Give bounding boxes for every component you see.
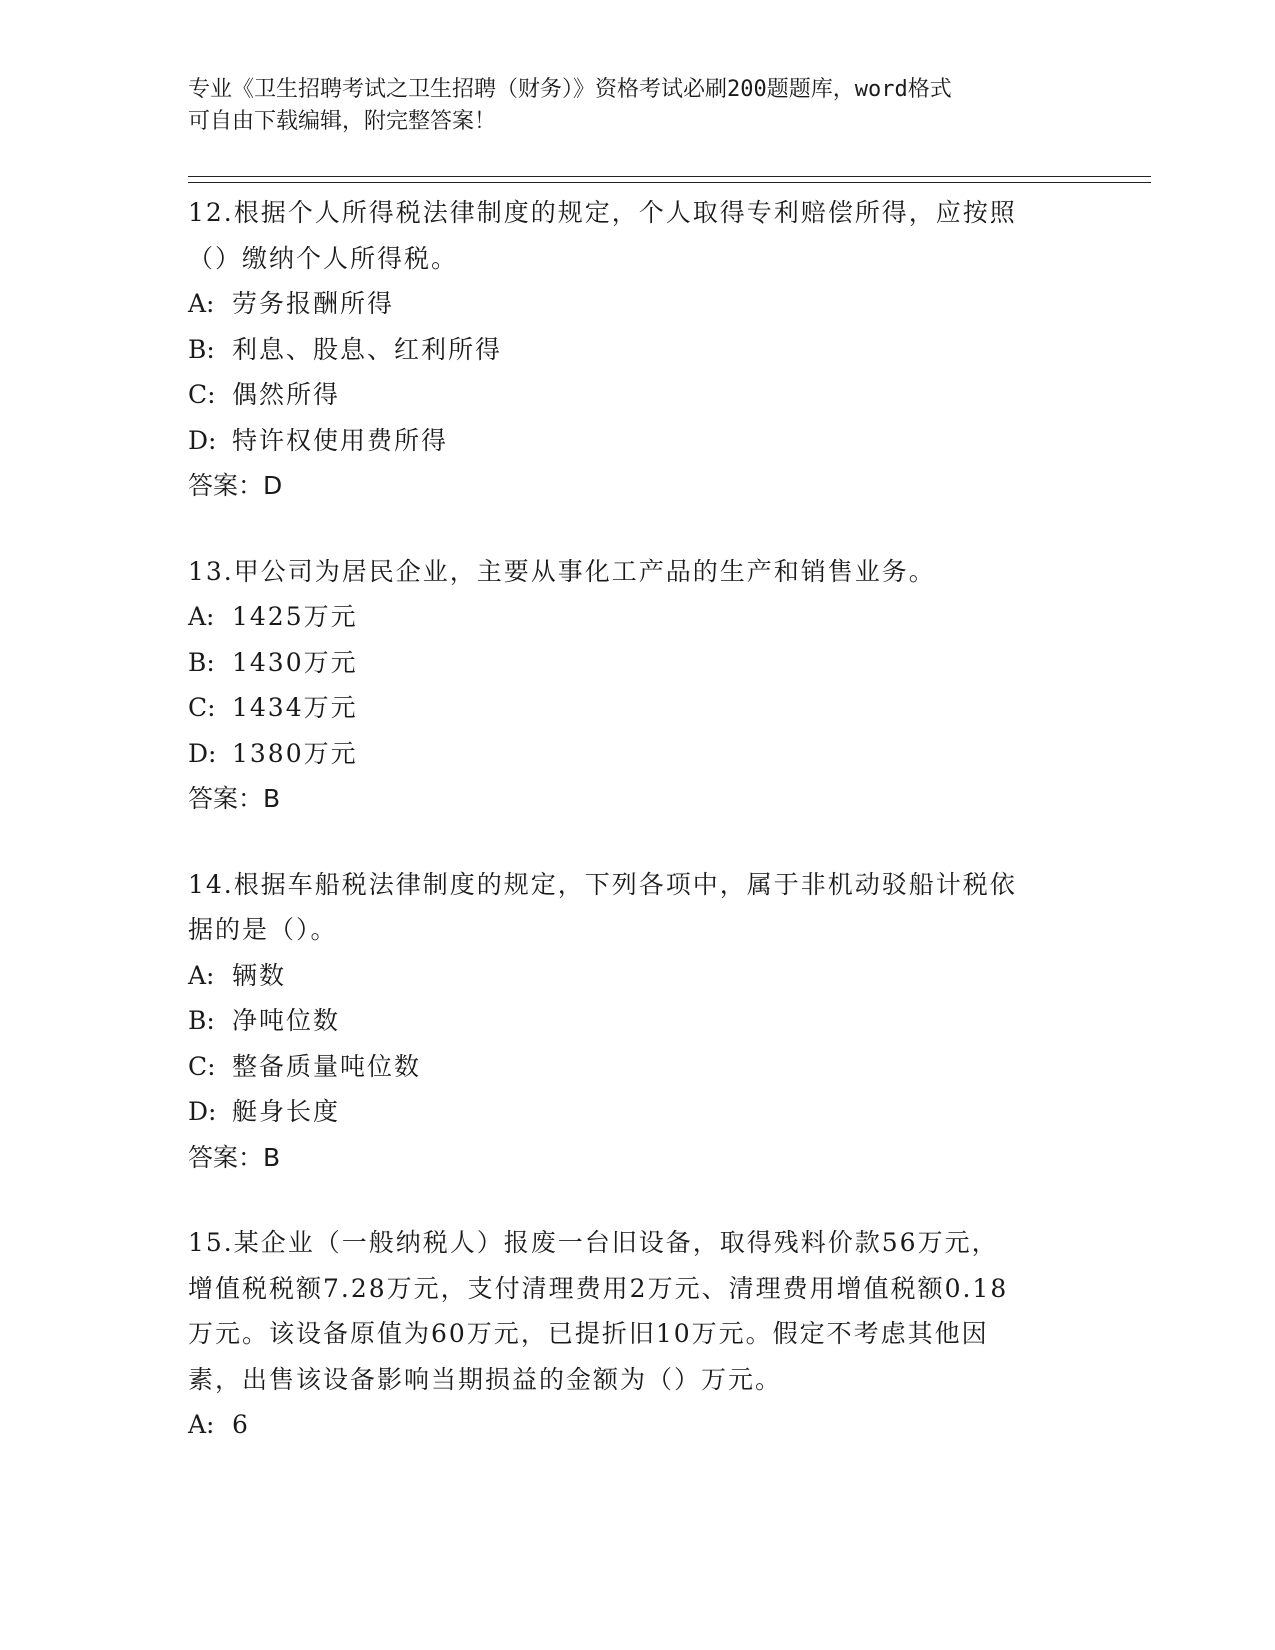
question-12 xyxy=(188,190,1088,509)
option-text: 利息、股息、红利所得 xyxy=(232,334,503,364)
document-header xyxy=(188,74,1088,138)
option-text: 1425万元 xyxy=(232,602,358,631)
option-b xyxy=(188,998,1088,1044)
option-text: 6 xyxy=(232,1410,250,1439)
option-letter: B: xyxy=(188,1006,215,1035)
stem-line: 据的是（）。 xyxy=(188,915,338,944)
option-a xyxy=(188,1402,1088,1448)
stem-line: 15.某企业（一般纳税人）报废一台旧设备，取得残料价款56万元， xyxy=(188,1228,999,1257)
option-text: 劳务报酬所得 xyxy=(232,289,395,318)
option-letter: C: xyxy=(188,693,216,722)
stem-line: 12.根据个人所得税法律制度的规定，个人取得专利赔偿所得，应按照 xyxy=(188,198,1017,227)
option-text: 1434万元 xyxy=(232,693,358,722)
question-stem xyxy=(188,862,1088,953)
option-letter: A: xyxy=(188,1410,215,1439)
option-letter: D: xyxy=(188,425,217,455)
option-letter: B: xyxy=(188,334,215,364)
option-b xyxy=(188,640,1088,686)
stem-line: 增值税税额7.28万元，支付清理费用2万元、清理费用增值税额0.18 xyxy=(188,1273,1009,1303)
option-text: 艇身长度 xyxy=(232,1097,341,1126)
option-d xyxy=(188,731,1088,777)
option-letter: A: xyxy=(188,602,215,631)
header-divider-top xyxy=(188,176,1151,177)
option-text: 1380万元 xyxy=(232,738,358,768)
option-letter: B: xyxy=(188,647,215,677)
answer: 答案：B xyxy=(188,784,281,813)
option-b xyxy=(188,327,1088,373)
question-list xyxy=(188,190,1088,1488)
option-a xyxy=(188,953,1088,999)
question-13 xyxy=(188,549,1088,822)
stem-line: 14.根据车船税法律制度的规定，下列各项中，属于非机动驳船计税依 xyxy=(188,869,1017,899)
option-text: 辆数 xyxy=(232,960,287,990)
option-c xyxy=(188,685,1088,731)
answer: 答案：D xyxy=(188,471,283,500)
option-a xyxy=(188,594,1088,640)
option-text: 整备质量吨位数 xyxy=(232,1051,422,1081)
stem-line: （）缴纳个人所得税。 xyxy=(188,243,459,273)
option-text: 偶然所得 xyxy=(232,380,341,409)
option-text: 净吨位数 xyxy=(232,1006,341,1035)
option-a xyxy=(188,281,1088,327)
question-stem xyxy=(188,549,1088,595)
option-letter: A: xyxy=(188,289,215,318)
option-letter: A: xyxy=(188,960,215,990)
answer: 答案：B xyxy=(188,1142,281,1172)
option-text: 1430万元 xyxy=(232,647,358,677)
header-divider-bottom xyxy=(188,182,1151,183)
stem-line: 素，出售该设备影响当期损益的金额为（）万元。 xyxy=(188,1364,783,1394)
stem-line: 13.甲公司为居民企业，主要从事化工产品的生产和销售业务。 xyxy=(188,556,936,586)
option-c xyxy=(188,372,1088,418)
stem-line: 万元。该设备原值为60万元，已提折旧10万元。假定不考虑其他因 xyxy=(188,1319,989,1348)
option-c xyxy=(188,1044,1088,1090)
question-14 xyxy=(188,862,1088,1181)
option-letter: D: xyxy=(188,1097,217,1126)
option-d xyxy=(188,1089,1088,1135)
question-15 xyxy=(188,1220,1088,1448)
question-stem xyxy=(188,1220,1088,1402)
option-letter: D: xyxy=(188,738,217,768)
question-stem xyxy=(188,190,1088,281)
header-line-1: 专业《卫生招聘考试之卫生招聘（财务）》资格考试必刷200题题库，word格式 xyxy=(188,77,952,102)
option-text: 特许权使用费所得 xyxy=(232,425,449,455)
option-letter: C: xyxy=(188,1051,216,1081)
header-line-2: 可自由下载编辑，附完整答案！ xyxy=(188,109,497,134)
option-d xyxy=(188,418,1088,464)
option-letter: C: xyxy=(188,380,216,409)
